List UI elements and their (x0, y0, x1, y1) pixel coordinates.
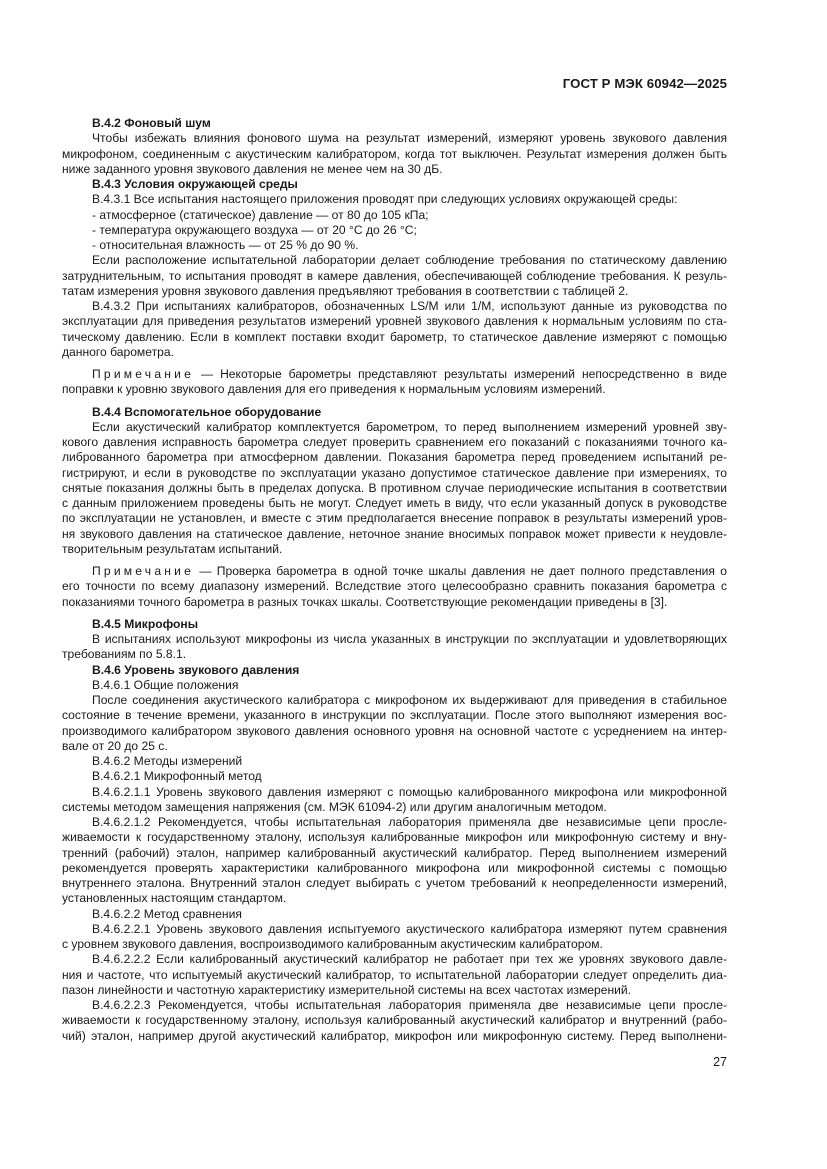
note-label: Примечание (92, 564, 194, 578)
text-line: В.4.6.2.2.1 Уровень звукового давления испытуемого акустического калибратора измеряют путем сравнения (92, 921, 727, 936)
text-line: внутреннего эталона. Внутренний эталон следует выбирать с учетом требований к неопределенности измерений, (62, 876, 727, 890)
text-line: творительным результатам испытаний. (62, 541, 283, 556)
text-line: системы методом замещения напряжения (см. МЭК 61094-2) или другим аналогичным методом. (62, 799, 607, 814)
text-line: либрованного барометра при атмосферном давлении. Показания барометра перед проведением испытаний ре- (62, 450, 727, 465)
text-line: В.4.6.2.1.2 Рекомендуется, чтобы испытательная лаборатория применяла две независимые цепи просле- (92, 815, 727, 829)
text-line: по эксплуатации не установлен, и вместе с этим предполагается внесение поправок в результаты измерений уров- (62, 511, 727, 526)
text-line: - относительная влажность — от 25 % до 90 %. (92, 238, 359, 252)
section-heading: В.4.4 Вспомогательное оборудование (92, 404, 322, 419)
spacer (62, 557, 727, 564)
text-line: поправки к уровню звукового давления для его приведения к нормальным условиям измерений. (62, 382, 606, 397)
text-line: В испытаниях используют микрофоны из числа указанных в инструкции по эксплуатации и удовлетворяющих (92, 632, 727, 646)
text-line: В.4.6.2.2.2 Если калиброванный акустический калибратор не работает при тех же уровнях звукового давле- (92, 952, 727, 967)
text-line: чий) эталон, например другой акустический калибратор, микрофон или микрофонную систему. Перед выполнени- (62, 1028, 727, 1043)
note-line (62, 367, 727, 382)
text-line: затруднительным, то испытания проводят в камере давления, обеспечивающей соблюдение требования. К резуль- (62, 268, 727, 283)
text-line: снятые показания должны быть в пределах допуска. В противном случае периодические испытания в соответствии (62, 480, 727, 495)
text-line: показаниями точного барометра в разных точках шкалы. Соответствующие рекомендации приведены в [3]. (62, 594, 668, 609)
text-line: В.4.3.2 При испытаниях калибраторов, обозначенных LS/M или 1/M, используют данные из руководства по (92, 299, 727, 313)
spacer (62, 398, 727, 405)
text-line: гистрируют, и если в руководстве по эксплуатации указано допустимое статическое давление при измерениях, то (62, 465, 727, 480)
text-line: с данным приложением проведены быть не могут. Следует иметь в виду, что если указанный допуск в руководстве (62, 496, 727, 510)
text-line: ня звукового давления на статическое давление, неточное знание вносимых поправок может привести к неудовле- (62, 526, 727, 541)
text-line: производимого калибратором звукового давления основного уровня на основной частоте с усреднением на интер- (62, 723, 727, 738)
section-heading: В.4.2 Фоновый шум (92, 116, 211, 130)
text-line: Если расположение испытательной лаборатории делает соблюдение требования по статическому давлению (92, 253, 727, 268)
section-heading: В.4.3 Условия окружающей среды (92, 177, 298, 191)
text-line: состояние в течение времени, указанного в инструкции по эксплуатации. После этого выполняют измерения вос- (62, 708, 727, 723)
text-line: В.4.6.2.2.3 Рекомендуется, чтобы испытательная лаборатория применяла две независимые цепи просле- (92, 998, 727, 1012)
text-line: живаемости к государственному эталону, используя калиброванные микрофон или микрофонную систему и вну- (62, 830, 727, 845)
spacer (62, 610, 727, 617)
spacer (62, 360, 727, 367)
text-line: тическому давлению. Если в комплект поставки входит барометр, то статическое давление измеряют с помощью (62, 329, 727, 344)
text-line: После соединения акустического калибратора с микрофоном их выдерживают для приведения в стабильное (92, 693, 727, 707)
text-line: В.4.6.2 Методы измерений (92, 754, 243, 768)
text-line: рекомендуется проверять характеристики калиброванного микрофона или микрофонной системы с помощью (62, 860, 727, 875)
text-line: В.4.6.1 Общие положения (92, 677, 239, 692)
text-line: кового давления исправность барометра следует проверить сравнением его показаний с показаниями точного ка- (62, 435, 727, 449)
text-line: с уровнем звукового давления, воспроизводимого калиброванным акустическим калибратором. (62, 937, 603, 951)
text-line: живаемости к государственному эталону, используя калиброванный акустический калибратор и внутренний (рабо- (62, 1013, 727, 1028)
text-line: Чтобы избежать влияния фонового шума на результат измерений, измеряют уровень звукового давления (92, 131, 727, 146)
text-line: пазон линейности и частотную характеристику измерительной системы на всех частотах измерений. (62, 982, 631, 997)
text-line: В.4.6.2.1.1 Уровень звукового давления измеряют с помощью калиброванного микрофона или микрофонной (92, 784, 727, 799)
text-line: ниже заданного уровня звукового давления не менее чем на 30 дБ. (62, 161, 443, 176)
text-line: его точности по всему диапазону измерений. Вследствие этого целесообразно сравнить показания барометра с (62, 579, 727, 594)
text-line: вале от 20 до 25 с. (62, 738, 168, 753)
text-line: татам измерения уровня звукового давления предъявляют требования в соответствии с таблицей 2. (62, 283, 629, 298)
text-line: данного барометра. (62, 344, 174, 359)
note-text: — Проверка барометра в одной точке шкалы давления не дает полного представления о (194, 564, 727, 578)
note-line (62, 564, 727, 579)
text-line: Если акустический калибратор комплектуется барометром, то перед выполнением измерений уровней зву- (92, 419, 727, 434)
note-text: — Некоторые барометры представляют результаты измерений непосредственно в виде (194, 367, 727, 381)
text-line: эксплуатации для приведения результатов измерений уровней звукового давления к нормальным условиям по ста- (62, 314, 727, 329)
text-line: ния и частоте, что испытуемый акустический калибратор, то испытательной лаборатории следует определить диа- (62, 967, 727, 982)
section-heading: В.4.5 Микрофоны (92, 616, 199, 631)
text-line: В.4.6.2.2 Метод сравнения (92, 906, 242, 921)
text-line: установленных настоящим стандартом. (62, 891, 287, 906)
page-number: 27 (713, 1055, 727, 1069)
note-label: Примечание (92, 367, 194, 381)
text-line: тренний (рабочий) эталон, например калиброванный акустический калибратор. Перед выполнением измерений (62, 845, 727, 860)
text-line: требованиям по 5.8.1. (62, 647, 187, 662)
text-line: В.4.3.1 Все испытания настоящего приложения проводят при следующих условиях окружающей среды: (92, 192, 678, 207)
document-header: ГОСТ Р МЭК 60942—2025 (562, 76, 727, 91)
text-line: В.4.6.2.1 Микрофонный метод (92, 769, 262, 784)
section-heading: В.4.6 Уровень звукового давления (92, 662, 300, 677)
document-body (62, 116, 727, 1044)
text-line: - температура окружающего воздуха — от 20 °С до 26 °С; (92, 222, 417, 237)
text-line: микрофоном, соединенным с акустическим калибратором, когда тот выключен. Результат измерения должен быть (62, 146, 727, 161)
text-line: - атмосферное (статическое) давление — от 80 до 105 кПа; (92, 207, 429, 222)
